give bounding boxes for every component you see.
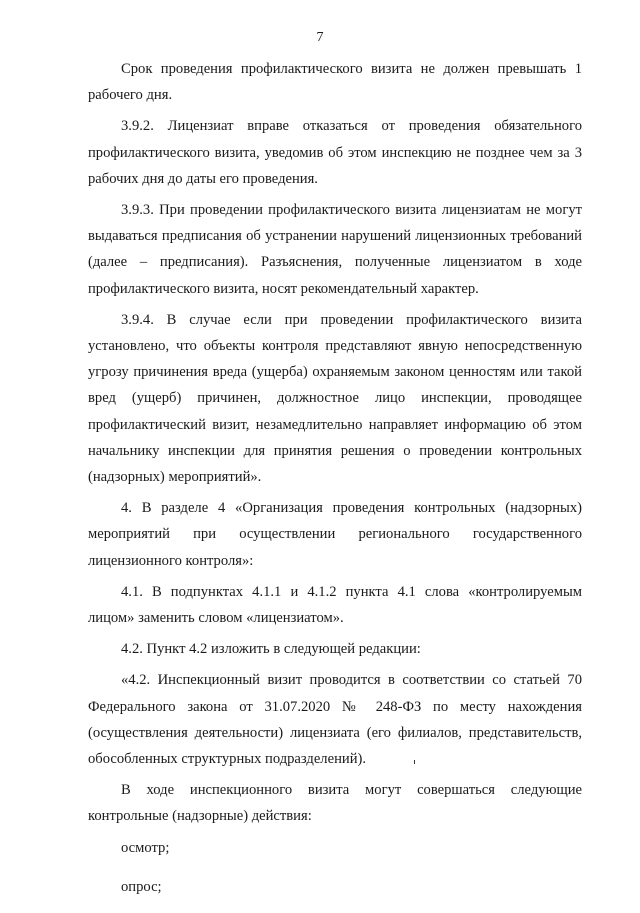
paragraph-3-9-3: 3.9.3. При проведении профилактического визита лицензиатам не могут выдаваться предписания об устранении нарушений лицензионных требований (далее – предписания). Разъяснения, полученные лицензиатом в ходе профилактического визита, носят рекомендательный характер. bbox=[88, 202, 582, 297]
paragraph-3-9-2: 3.9.2. Лицензиат вправе отказаться от проведения обязательного профилактического визита, уведомив об этом инспекцию не позднее чем за 3 рабочих дня до даты его проведения. bbox=[88, 118, 582, 187]
scan-artifact-mark bbox=[414, 760, 415, 764]
list-item-inspection: осмотр; bbox=[121, 839, 170, 856]
document-body bbox=[88, 56, 582, 913]
page-number: 7 bbox=[316, 30, 324, 45]
paragraph-4-1: 4.1. В подпунктах 4.1.1 и 4.1.2 пункта 4.1 слова «контролируемым лицом» заменить словом «лицензиатом». bbox=[88, 583, 582, 627]
paragraph-visit-duration: Срок проведения профилактического визита не должен превышать 1 рабочего дня. bbox=[88, 61, 582, 104]
paragraph-section-4: 4. В разделе 4 «Организация проведения контрольных (надзорных) мероприятий при осуществлении регионального государственного лицензионного контроля»: bbox=[88, 500, 582, 569]
paragraph-3-9-4: 3.9.4. В случае если при проведении профилактического визита установлено, что объекты контроля представляют явную непосредственную угрозу причинения вреда (ущерба) охраняемым законом ценностям или такой вред (ущерб) причинен, должностное лицо инспекции, проводящее профилактический визит, незамедлительно направляет информацию об этом начальнику инспекции для принятия решения о проведении контрольных (надзорных) мероприятий». bbox=[88, 311, 582, 486]
list-item-interview: опрос; bbox=[121, 878, 162, 895]
paragraph-4-2-new-wording: «4.2. Инспекционный визит проводится в соответствии со статьей 70 Федерального закона от 31.07.2020 № 248-ФЗ по месту нахождения (осуществления деятельности) лицензиата (его филиалов, представительств, обособленных структурных подразделений). bbox=[88, 672, 582, 768]
paragraph-4-2: 4.2. Пункт 4.2 изложить в следующей редакции: bbox=[121, 641, 421, 658]
paragraph-control-actions: В ходе инспекционного визита могут совершаться следующие контрольные (надзорные) действия: bbox=[88, 782, 582, 825]
